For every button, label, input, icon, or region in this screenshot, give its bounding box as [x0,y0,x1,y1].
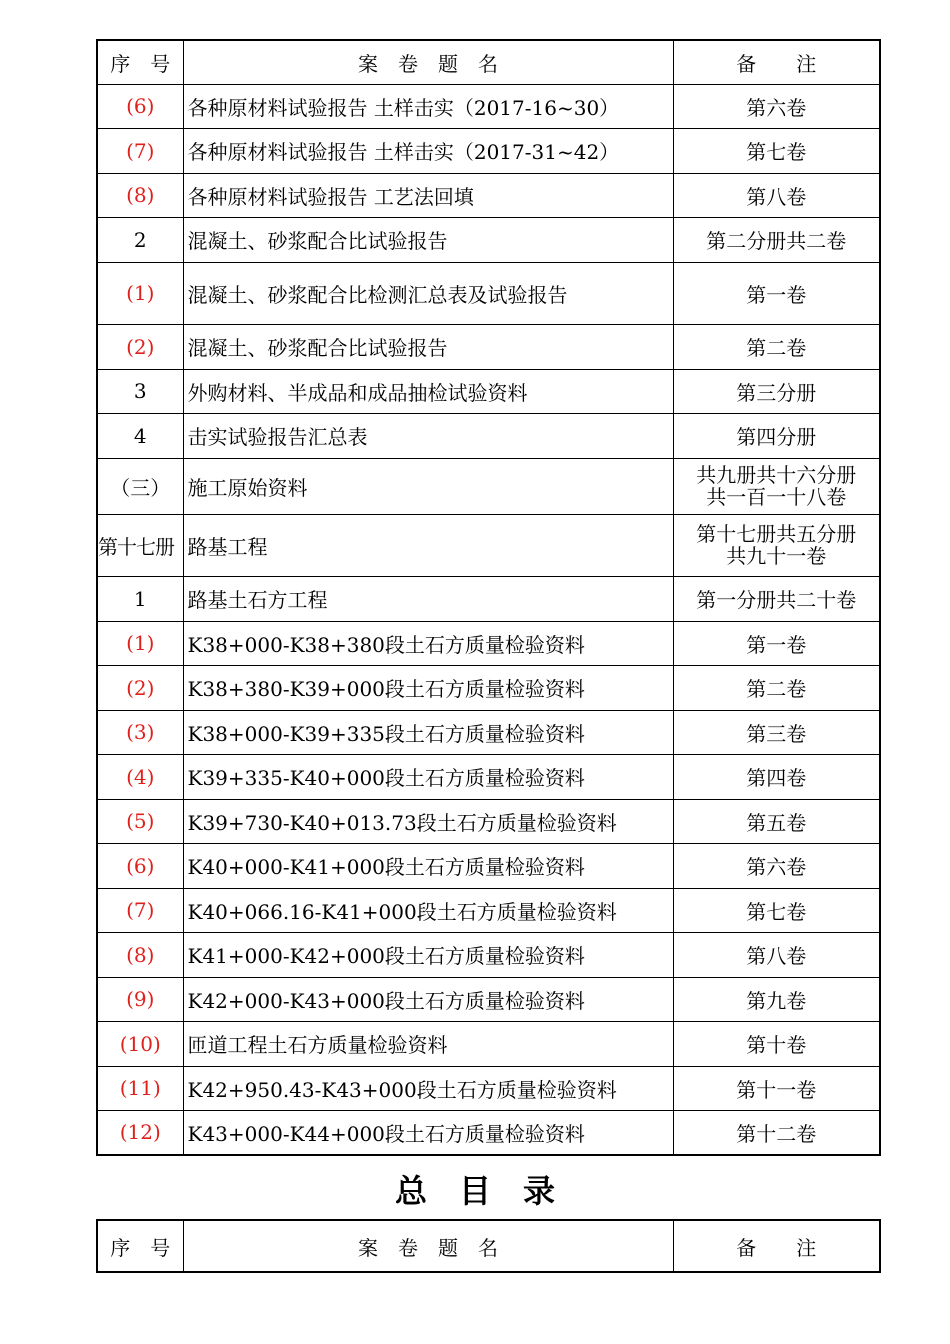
row-note: 第六卷 [673,843,880,888]
table-row [97,1021,880,1066]
row-serial: （三） [97,458,183,514]
row-title: 路基土石方工程 [183,576,673,621]
row-serial: (12) [97,1110,183,1155]
row-serial: (6) [97,84,183,128]
row-serial: (10) [97,1021,183,1066]
row-serial: 第十七册 [97,514,183,576]
row-serial: 3 [97,369,183,413]
row-serial: (9) [97,977,183,1021]
header-note: 备 注 [673,40,880,84]
row-note-line1: 第十七册共五分册 [696,522,857,546]
table-row [97,710,880,754]
row-note: 第二卷 [673,665,880,710]
row-note [673,514,880,576]
header-title: 案 卷 题 名 [183,1220,673,1272]
table-row [97,262,880,324]
row-title: K38+000-K38+380段土石方质量检验资料 [183,621,673,665]
table-row [97,665,880,710]
row-title: 各种原材料试验报告 土样击实（2017-31~42） [183,128,673,173]
table-row [97,413,880,458]
table-row [97,217,880,262]
row-title: 各种原材料试验报告 工艺法回填 [183,173,673,217]
row-note: 第一分册共二十卷 [673,576,880,621]
table-row [97,324,880,369]
table-row [97,128,880,173]
row-title: K42+950.43-K43+000段土石方质量检验资料 [183,1066,673,1110]
row-note [673,458,880,514]
row-note: 第五卷 [673,799,880,843]
row-serial: (5) [97,799,183,843]
row-note-line2: 共一百一十八卷 [706,485,847,509]
row-serial: (2) [97,324,183,369]
row-serial: (1) [97,621,183,665]
row-serial: (2) [97,665,183,710]
table-header-row [97,40,880,84]
table-row [97,621,880,665]
row-title: 混凝土、砂浆配合比检测汇总表及试验报告 [183,262,673,324]
row-note: 第六卷 [673,84,880,128]
row-note: 第二分册共二卷 [673,217,880,262]
row-note: 第四分册 [673,413,880,458]
row-note: 第十一卷 [673,1066,880,1110]
row-note: 第八卷 [673,173,880,217]
row-note: 第一卷 [673,621,880,665]
row-title: 混凝土、砂浆配合比试验报告 [183,217,673,262]
table-row [97,514,880,576]
row-note: 第十卷 [673,1021,880,1066]
row-note: 第四卷 [673,754,880,799]
row-serial: 4 [97,413,183,458]
table-row [97,754,880,799]
catalog-table [96,39,881,1156]
row-title: K42+000-K43+000段土石方质量检验资料 [183,977,673,1021]
table-row [97,1066,880,1110]
table-row [97,84,880,128]
row-serial: (1) [97,262,183,324]
row-title: 施工原始资料 [183,458,673,514]
row-serial: (3) [97,710,183,754]
row-serial: 2 [97,217,183,262]
row-title: 匝道工程土石方质量检验资料 [183,1021,673,1066]
table-row [97,888,880,932]
row-serial: (6) [97,843,183,888]
header-serial: 序 号 [97,40,183,84]
row-title: K41+000-K42+000段土石方质量检验资料 [183,932,673,977]
row-note-line1: 共九册共十六分册 [696,463,857,487]
table-row [97,977,880,1021]
row-title: K39+730-K40+013.73段土石方质量检验资料 [183,799,673,843]
table-row [97,576,880,621]
row-title: 各种原材料试验报告 土样击实（2017-16~30） [183,84,673,128]
table-row [97,843,880,888]
row-serial: (11) [97,1066,183,1110]
row-title: 混凝土、砂浆配合比试验报告 [183,324,673,369]
row-note: 第三分册 [673,369,880,413]
row-title: K40+000-K41+000段土石方质量检验资料 [183,843,673,888]
row-title: K39+335-K40+000段土石方质量检验资料 [183,754,673,799]
row-serial: (8) [97,932,183,977]
table-row [97,799,880,843]
row-serial: (4) [97,754,183,799]
row-title: 路基工程 [183,514,673,576]
table-row [97,173,880,217]
row-note: 第三卷 [673,710,880,754]
row-note: 第一卷 [673,262,880,324]
row-note: 第十二卷 [673,1110,880,1155]
row-serial: 1 [97,576,183,621]
header-note: 备 注 [673,1220,880,1272]
row-title: K38+380-K39+000段土石方质量检验资料 [183,665,673,710]
table-header-row [97,1220,880,1272]
row-serial: (7) [97,888,183,932]
row-serial: (7) [97,128,183,173]
row-title: K43+000-K44+000段土石方质量检验资料 [183,1110,673,1155]
section-title: 总 目 录 [394,1172,555,1210]
row-title: 击实试验报告汇总表 [183,413,673,458]
row-note: 第九卷 [673,977,880,1021]
row-note-line2: 共九十一卷 [726,544,827,568]
row-note: 第七卷 [673,128,880,173]
table-row [97,932,880,977]
row-title: 外购材料、半成品和成品抽检试验资料 [183,369,673,413]
catalog-table-2 [96,1219,881,1273]
table-row [97,458,880,514]
row-note: 第八卷 [673,932,880,977]
table-row [97,1110,880,1155]
row-title: K40+066.16-K41+000段土石方质量检验资料 [183,888,673,932]
row-note: 第七卷 [673,888,880,932]
row-title: K38+000-K39+335段土石方质量检验资料 [183,710,673,754]
header-serial: 序 号 [97,1220,183,1272]
header-title: 案 卷 题 名 [183,40,673,84]
row-note: 第二卷 [673,324,880,369]
table-row [97,369,880,413]
row-serial: (8) [97,173,183,217]
